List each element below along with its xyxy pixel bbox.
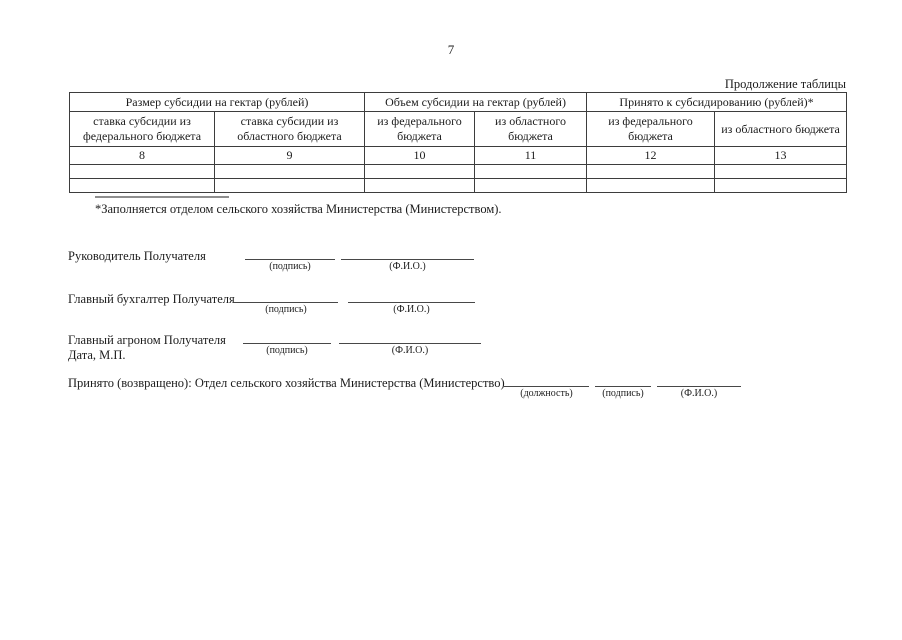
signature-line — [339, 329, 481, 344]
group-header-accepted: Принято к субсидированию (рублей)* — [587, 93, 847, 112]
empty-cell — [475, 165, 587, 179]
acceptance-field-name — [657, 372, 741, 399]
signature-caption: (Ф.И.О.) — [391, 345, 429, 356]
signature-sublabel-date-seal: Дата, М.П. — [68, 348, 126, 362]
signature-line — [245, 245, 335, 260]
page-number: 7 — [447, 42, 455, 57]
table-column-number-row — [70, 147, 847, 165]
column-number: 8 — [70, 147, 215, 165]
empty-cell — [587, 179, 715, 193]
signature-field-name — [348, 288, 475, 315]
table-empty-row — [70, 179, 847, 193]
empty-cell — [215, 165, 365, 179]
empty-cell — [715, 179, 847, 193]
signature-field-signature — [243, 329, 331, 356]
empty-cell — [587, 165, 715, 179]
signature-label-accountant: Главный бухгалтер Получателя — [68, 292, 235, 306]
empty-cell — [715, 165, 847, 179]
acceptance-fields — [504, 372, 741, 399]
footnote-separator — [95, 196, 229, 198]
table-continuation-note: Продолжение таблицы — [724, 77, 846, 91]
signature-caption: (подпись) — [602, 388, 644, 399]
signature-line — [341, 245, 474, 260]
acceptance-label: Принято (возвращено): Отдел сельского хозяйства Министерства (Министерство) — [68, 376, 505, 390]
subsidy-table — [69, 92, 847, 193]
table-group-header-row — [70, 93, 847, 112]
empty-cell — [365, 165, 475, 179]
column-header-regional-accepted: из областного бюджета — [715, 112, 847, 147]
column-number: 9 — [215, 147, 365, 165]
group-header-subsidy-volume: Объем субсидии на гектар (рублей) — [365, 93, 587, 112]
signature-line — [657, 372, 741, 387]
signature-field-signature — [245, 245, 335, 272]
signature-fields-head — [245, 245, 474, 272]
signature-line — [348, 288, 475, 303]
signature-caption: (должность) — [520, 388, 573, 399]
signature-caption: (подпись) — [265, 304, 307, 315]
signature-caption: (Ф.И.О.) — [680, 388, 718, 399]
signature-fields-agronomist — [243, 329, 481, 356]
column-number: 10 — [365, 147, 475, 165]
column-header-federal-accepted: из федерального бюджета — [587, 112, 715, 147]
signature-line — [234, 288, 338, 303]
empty-cell — [70, 179, 215, 193]
column-number: 11 — [475, 147, 587, 165]
empty-cell — [475, 179, 587, 193]
signature-field-name — [341, 245, 474, 272]
column-header-federal-volume: из федерального бюджета — [365, 112, 475, 147]
signature-line — [595, 372, 651, 387]
signature-field-name — [339, 329, 481, 356]
footnote-text: *Заполняется отделом сельского хозяйства Министерства (Министерством). — [95, 202, 502, 216]
empty-cell — [215, 179, 365, 193]
column-number: 13 — [715, 147, 847, 165]
signature-caption: (Ф.И.О.) — [389, 261, 426, 272]
group-header-subsidy-size: Размер субсидии на гектар (рублей) — [70, 93, 365, 112]
column-header-regional-rate: ставка субсидии из областного бюджета — [215, 112, 365, 147]
signature-label-agronomist: Главный агроном Получателя — [68, 333, 226, 347]
empty-cell — [365, 179, 475, 193]
signature-label-head: Руководитель Получателя — [68, 249, 206, 263]
column-header-federal-rate: ставка субсидии из федерального бюджета — [70, 112, 215, 147]
table-empty-row — [70, 165, 847, 179]
signature-line — [504, 372, 589, 387]
empty-cell — [70, 165, 215, 179]
acceptance-field-position — [504, 372, 589, 399]
signature-line — [243, 329, 331, 344]
acceptance-field-signature — [595, 372, 651, 399]
signature-field-signature — [234, 288, 338, 315]
column-header-regional-volume: из областного бюджета — [475, 112, 587, 147]
table-subheader-row — [70, 112, 847, 147]
column-number: 12 — [587, 147, 715, 165]
signature-caption: (подпись) — [269, 261, 311, 272]
signature-caption: (подпись) — [266, 345, 308, 356]
signature-fields-accountant — [234, 288, 475, 315]
signature-caption: (Ф.И.О.) — [393, 304, 430, 315]
